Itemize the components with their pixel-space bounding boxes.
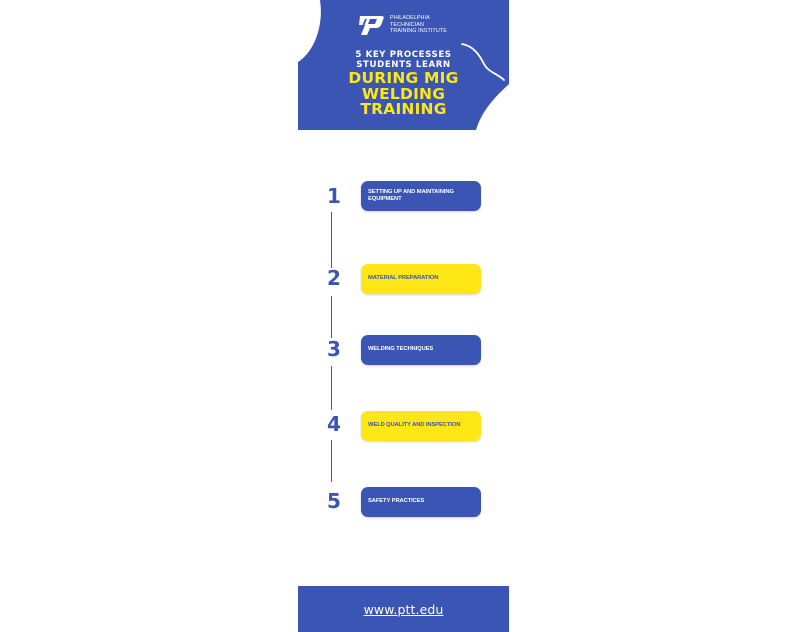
step-pill-2 [361,264,481,294]
step-number-1: 1 [327,184,341,208]
step-pill-4 [361,411,481,441]
logo-line: TRAINING INSTITUTE [390,28,447,35]
step-connector [331,366,332,410]
step-label: MATERIAL PREPARATION [368,275,439,282]
step-number-2: 2 [327,266,341,290]
title-line: DURING MIG [348,69,459,87]
step-number-3: 3 [327,337,341,361]
step-connector [331,212,332,268]
infographic-poster [298,0,509,632]
logo-line: TECHNICIAN [390,21,424,28]
step-label: WELDING TECHNIQUES [368,346,434,353]
subtitle-line: 5 KEY PROCESSES [355,50,452,60]
title-line: WELDING [361,84,446,103]
poster-footer [298,586,509,632]
step-connector [331,440,332,482]
step-connector [331,296,332,338]
step-pill-1 [361,181,481,211]
step-label: SAFETY PRACTICES [368,498,425,505]
logo-line: PHILADELPHIA [390,14,430,21]
subtitle-line: STUDENTS LEARN [356,59,451,70]
step-label: WELD QUALITY AND INSPECTION [368,422,461,429]
website-link[interactable]: www.ptt.edu [363,601,444,617]
process-steps [298,0,509,632]
step-number-5: 5 [327,489,341,513]
step-number-4: 4 [327,412,341,436]
title-line: TRAINING [360,100,447,118]
step-label: SETTING UP AND MAINTAINING EQUIPMENT [368,188,454,202]
step-pill-5 [361,487,481,517]
step-pill-3 [361,335,481,365]
